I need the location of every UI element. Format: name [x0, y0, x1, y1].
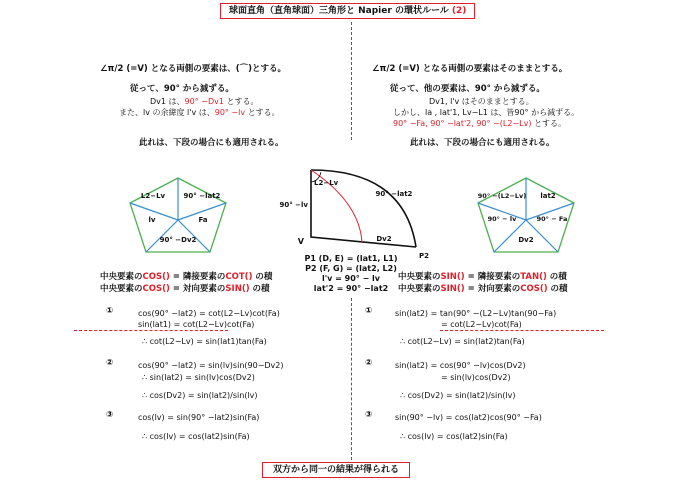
- left-pent-top: L2−Lv: [140, 192, 166, 200]
- tri-vertex-v: V: [297, 237, 304, 246]
- left-pent-upper-right: 90° −lat2: [183, 192, 221, 200]
- left-eq-a: cos(90° −lat2) = cot(L2−Lv)cot(Fa): [138, 309, 280, 318]
- right-pent-upper-right: lat2: [540, 192, 556, 200]
- left-line3-b: 90° −Dv1: [184, 97, 224, 106]
- triangle-definitions: [290, 254, 412, 294]
- left-note: 此れは、下段の場合にも適用される。: [139, 138, 284, 148]
- left-eq-num-3: ③: [106, 410, 114, 420]
- right-eq-h: ∴ cos(lv) = cos(lat2)sin(Fa): [400, 432, 508, 441]
- tri-top-inner: L2−Lv: [314, 179, 339, 187]
- page-title: [220, 3, 475, 19]
- right-rule-1-b: SIN(): [440, 272, 465, 282]
- title-number: (2): [451, 6, 467, 16]
- left-line4-b: 90° −lv: [214, 108, 246, 117]
- right-eq-d: sin(lat2) = cos(90° −lv)cos(Dv2): [395, 361, 526, 370]
- tri-vertex-p2: P2: [418, 252, 430, 260]
- title-text: 球面直角（直角球面）三角形と Napier の環状ルール: [229, 6, 449, 16]
- left-heading: ∠π/2 (=V) となる両側の要素は、(⌒)とする。: [100, 64, 287, 74]
- right-pent-left: 90° − lv: [487, 215, 517, 223]
- right-line2: 従って、他の要素は、90° から減ずる。: [390, 84, 545, 94]
- right-line3: Dv1, l'v はそのままとする。: [429, 97, 534, 106]
- right-rule-2-e: の積: [547, 284, 568, 294]
- left-line2: 従って、90° から減ずる。: [130, 84, 234, 94]
- left-pent-bottom: 90° −Dv2: [159, 236, 197, 244]
- right-line5-b: とする。: [531, 119, 566, 128]
- left-rule-2-d: SIN(): [225, 284, 250, 294]
- divider-bottom: [351, 298, 352, 460]
- left-rule-2-a: 中央要素の: [100, 284, 143, 294]
- left-line4-a: また、lv の余緯度 l'v は、: [119, 108, 215, 117]
- divider-top: [351, 22, 352, 140]
- left-rule-1-c: = 隣接要素の: [169, 272, 226, 282]
- left-rule-1-d: COT(): [225, 272, 253, 282]
- right-eq-num-3: ③: [365, 410, 373, 420]
- right-line5-a: 90° −Fa, 90° −lat'2, 90° −(L2−Lv): [393, 119, 532, 128]
- right-eq-f: ∴ cos(Dv2) = sin(lat2)/sin(lv): [400, 391, 516, 400]
- left-pent-left: lv: [148, 216, 156, 224]
- right-eq-num-1: ①: [365, 306, 373, 316]
- left-rule-1-e: の積: [252, 272, 273, 282]
- def-lat: lat'2 = 90° −lat2: [313, 284, 389, 293]
- left-eq-h: ∴ cos(lv) = cos(lat2)sin(Fa): [142, 432, 250, 441]
- right-eq-e: = sin(lv)cos(Dv2): [441, 373, 511, 382]
- right-pentagon: [476, 176, 576, 254]
- left-line3-a: Dv1 は、: [150, 97, 185, 106]
- right-rule-2: [398, 284, 568, 295]
- left-eq-num-2: ②: [106, 358, 114, 368]
- tri-right-side: 90° −lat2: [375, 190, 413, 198]
- right-rule-2-b: SIN(): [440, 284, 465, 294]
- divider-right-rule: [440, 330, 604, 331]
- right-rule-1-d: TAN(): [520, 272, 547, 282]
- divider-left-rule: [74, 330, 228, 331]
- left-eq-d: cos(90° −lat2) = sin(lv)sin(90−Dv2): [138, 361, 284, 370]
- def-p1: P1 (D, E) = (lat1, L1): [304, 254, 398, 263]
- left-pent-right: Fa: [198, 216, 208, 224]
- left-rule-1-b: COS(): [142, 272, 170, 282]
- left-eq-e: ∴ sin(lat2) = sin(lv)cos(Dv2): [142, 373, 255, 382]
- tri-left-side: 90° −lv: [279, 201, 308, 209]
- right-pent-right: 90° − Fa: [536, 215, 568, 223]
- right-rule-1: [398, 272, 567, 283]
- tri-bottom: Dv2: [376, 235, 392, 243]
- right-rule-1-e: の積: [546, 272, 567, 282]
- left-rule-2: [100, 284, 270, 295]
- left-pentagon: [128, 176, 228, 254]
- right-pent-bottom: Dv2: [518, 236, 534, 244]
- left-eq-g: cos(lv) = sin(90° −lat2)sin(Fa): [138, 413, 260, 422]
- left-line4-c: とする。: [245, 108, 280, 117]
- spherical-triangle: [276, 160, 436, 260]
- right-line5: [393, 119, 566, 129]
- left-line3-c: とする。: [223, 97, 259, 106]
- left-line3: [150, 97, 259, 107]
- left-rule-2-b: COS(): [142, 284, 170, 294]
- right-heading: ∠π/2 (=V) となる両側の要素はそのままとする。: [372, 64, 568, 74]
- left-rule-2-c: = 対向要素の: [169, 284, 226, 294]
- right-eq-c: ∴ cot(L2−Lv) = sin(lat2)tan(Fa): [400, 337, 525, 346]
- left-rule-1: [100, 272, 272, 283]
- left-rule-1-a: 中央要素の: [100, 272, 143, 282]
- right-rule-2-c: = 対向要素の: [464, 284, 521, 294]
- right-eq-b: = cot(L2−Lv)cot(Fa): [441, 320, 522, 329]
- right-eq-a: sin(lat2) = tan(90° −(L2−Lv)tan(90−Fa): [395, 309, 557, 318]
- left-line4: [119, 108, 280, 118]
- left-eq-c: ∴ cot(L2−Lv) = sin(lat1)tan(Fa): [142, 337, 267, 346]
- right-line4: しかし、la , lat'1, Lv−L1 は、皆90° から減ずる。: [393, 108, 580, 117]
- footer-conclusion: 双方から同一の結果が得られる: [262, 462, 410, 478]
- left-eq-b: sin(lat1) = cot(L2−Lv)cot(Fa): [138, 320, 255, 329]
- right-rule-2-d: COS(): [520, 284, 548, 294]
- right-eq-g: sin(90° −lv) = cos(lat2)cos(90° −Fa): [395, 413, 542, 422]
- right-rule-1-a: 中央要素の: [398, 272, 441, 282]
- right-eq-num-2: ②: [365, 358, 373, 368]
- right-rule-2-a: 中央要素の: [398, 284, 441, 294]
- right-pent-top: 90° −(L2−Lv): [477, 192, 527, 200]
- right-rule-1-c: = 隣接要素の: [464, 272, 521, 282]
- left-rule-2-e: の積: [249, 284, 270, 294]
- def-lv: l'v = 90° − lv: [321, 274, 381, 283]
- left-eq-f: ∴ cos(Dv2) = sin(lat2)/sin(lv): [142, 391, 258, 400]
- left-eq-num-1: ①: [106, 306, 114, 316]
- def-p2: P2 (F, G) = (lat2, L2): [305, 264, 397, 273]
- right-note: 此れは、下段の場合にも適用される。: [410, 138, 555, 148]
